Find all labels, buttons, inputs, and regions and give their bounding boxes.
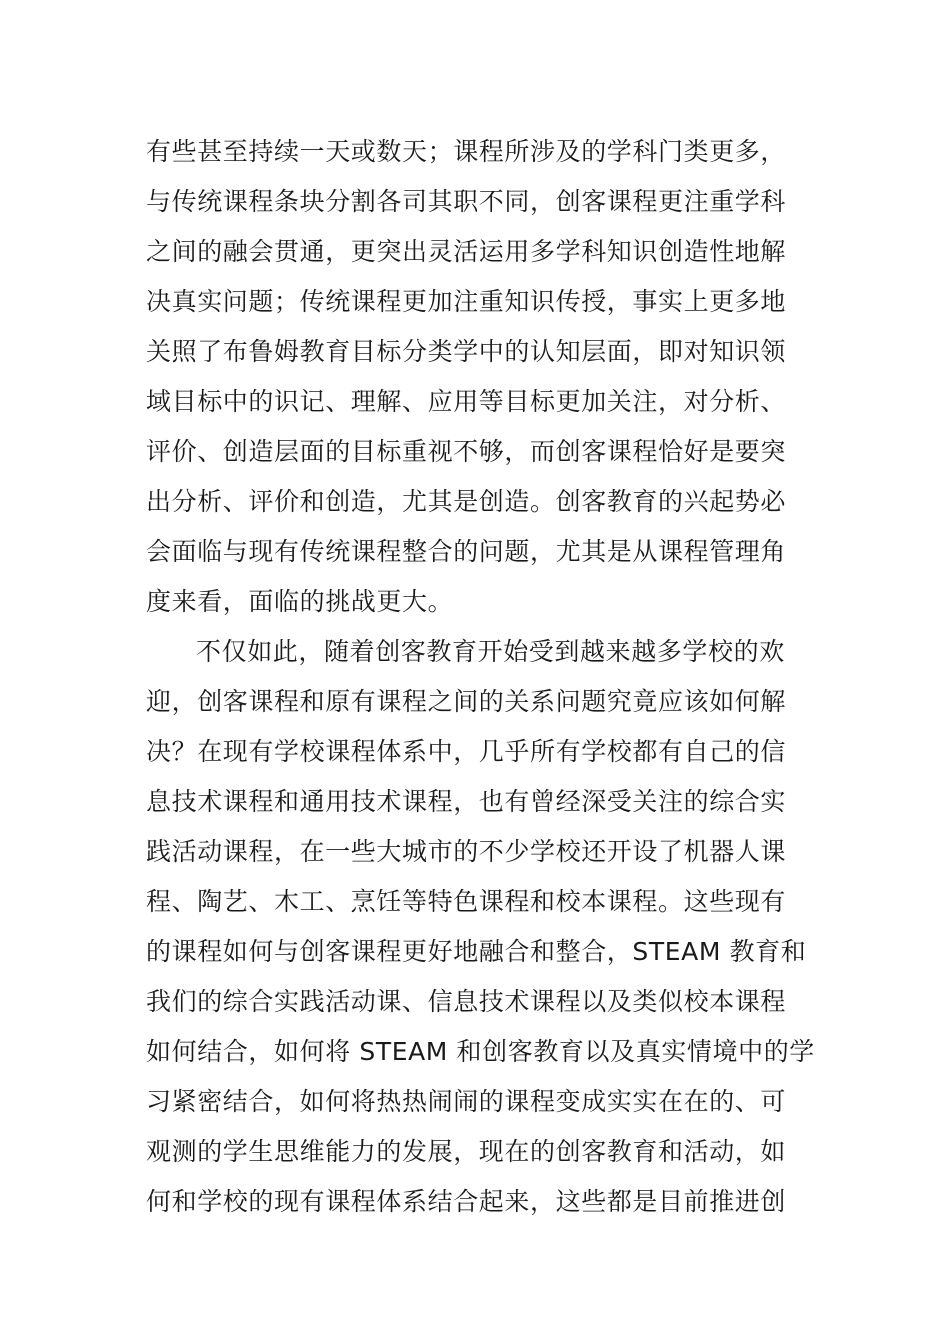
text-line: 息技术课程和通用技术课程，也有曾经深受关注的综合实 — [146, 787, 787, 816]
paragraph — [146, 627, 815, 1227]
text-line: 迎，创客课程和原有课程之间的关系问题究竟应该如何解 — [146, 687, 787, 716]
text-line: 之间的融会贯通，更突出灵活运用多学科知识创造性地解 — [146, 237, 787, 266]
text-line: 何和学校的现有课程体系结合起来，这些都是目前推进创 — [146, 1187, 787, 1216]
text-line: 出分析、评价和创造，尤其是创造。创客教育的兴起势必 — [146, 487, 787, 516]
text-line: 关照了布鲁姆教育目标分类学中的认知层面，即对知识领 — [146, 337, 787, 366]
text-line: 如何结合，如何将 STEAM 和创客教育以及真实情境中的学 — [146, 1037, 815, 1066]
text-line: 决？在现有学校课程体系中，几乎所有学校都有自己的信 — [146, 737, 787, 766]
text-line: 度来看，面临的挑战更大。 — [146, 587, 454, 616]
text-line: 决真实问题；传统课程更加注重知识传授，事实上更多地 — [146, 287, 787, 316]
text-line: 会面临与现有传统课程整合的问题，尤其是从课程管理角 — [146, 537, 787, 566]
body-text — [146, 127, 815, 1227]
text-line: 不仅如此，随着创客教育开始受到越来越多学校的欢 — [196, 637, 785, 666]
paragraph — [146, 127, 806, 627]
text-line: 与传统课程条块分割各司其职不同，创客课程更注重学科 — [146, 187, 787, 216]
text-line: 观测的学生思维能力的发展，现在的创客教育和活动，如 — [146, 1137, 787, 1166]
text-line: 有些甚至持续一天或数天；课程所涉及的学科门类更多， — [146, 137, 787, 166]
text-line: 习紧密结合，如何将热热闹闹的课程变成实实在在的、可 — [146, 1087, 787, 1116]
text-line: 践活动课程，在一些大城市的不少学校还开设了机器人课 — [146, 837, 787, 866]
text-line: 评价、创造层面的目标重视不够，而创客课程恰好是要突 — [146, 437, 787, 466]
text-line: 的课程如何与创客课程更好地融合和整合，STEAM 教育和 — [146, 937, 807, 966]
text-line: 程、陶艺、木工、烹饪等特色课程和校本课程。这些现有 — [146, 887, 787, 916]
text-line: 我们的综合实践活动课、信息技术课程以及类似校本课程 — [146, 987, 787, 1016]
text-line: 域目标中的识记、理解、应用等目标更加关注，对分析、 — [146, 387, 787, 416]
